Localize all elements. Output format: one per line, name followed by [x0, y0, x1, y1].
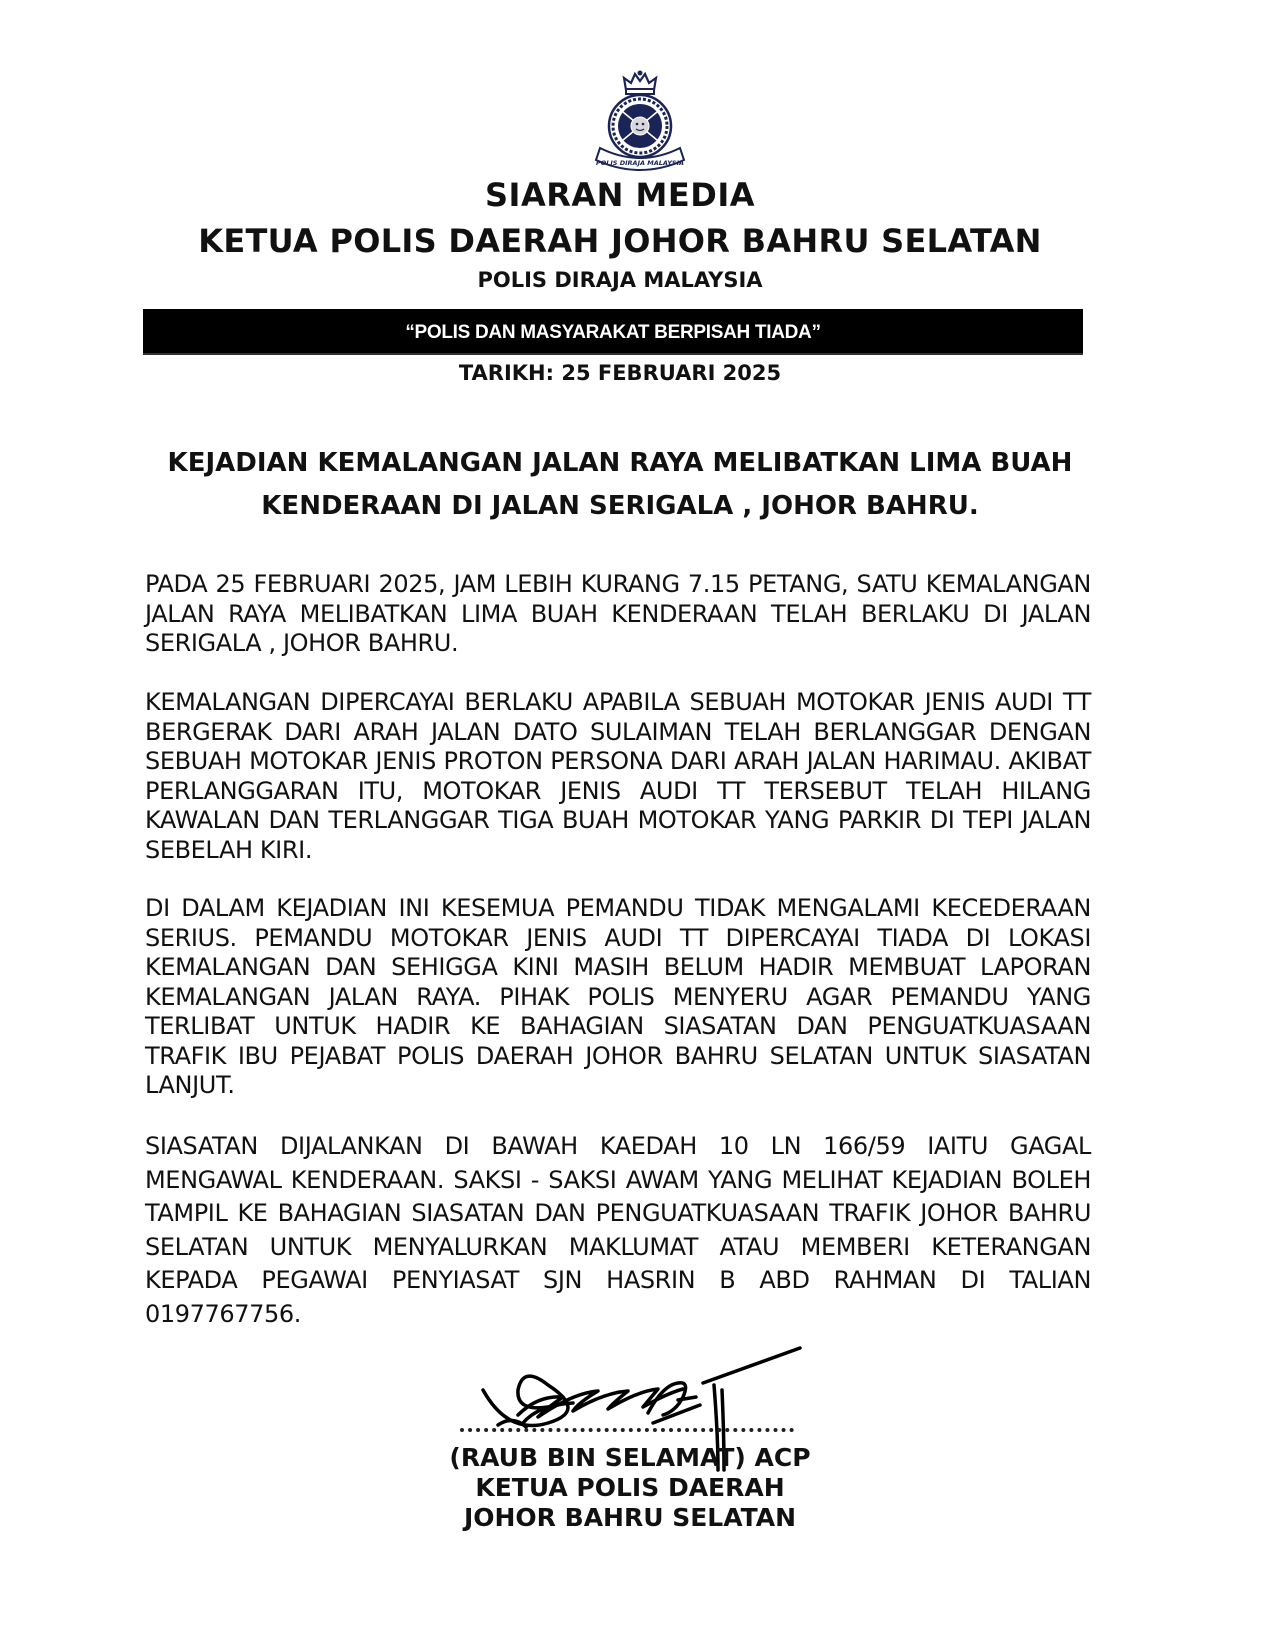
motto-text: “POLIS DAN MASYARAKAT BERPISAH TIADA”	[405, 322, 821, 343]
signature-dotted-line	[460, 1428, 794, 1432]
headline-line-1: KEJADIAN KEMALANGAN JALAN RAYA MELIBATKAN LIMA BUAH	[167, 448, 1073, 478]
signatory-title-line-1: KETUA POLIS DAERAH	[475, 1473, 785, 1502]
body-paragraph-4: SIASATAN DIJALANKAN DI BAWAH KAEDAH 10 LN 166/59 IAITU GAGAL MENGAWAL KENDERAAN. SAKSI - SAKSI AWAM YANG MELIHAT KEJADIAN BOLEH TAMPIL KE BAHAGIAN SIASATAN DAN PENGUATKUASAAN TRAFIK JOHOR BAHRU SELATAN UNTUK MENYALURKAN MAKLUMAT ATAU MEMBERI KETERANGAN KEPADA PEGAWAI PENYIASAT SJN HASRIN B ABD RAHMAN DI TALIAN 0197767756.	[145, 1132, 1091, 1328]
motto-bar	[143, 309, 1083, 355]
body-paragraph-2: KEMALANGAN DIPERCAYAI BERLAKU APABILA SEBUAH MOTOKAR JENIS AUDI TT BERGERAK DARI ARAH JALAN DATO SULAIMAN TELAH BERLANGGAR DENGAN SEBUAH MOTOKAR JENIS PROTON PERSONA DARI ARAH JALAN HARIMAU. AKIBAT PERLANGGARAN ITU, MOTOKAR JENIS AUDI TT TERSEBUT TELAH HILANG KAWALAN DAN TERLANGGAR TIGA BUAH MOTOKAR YANG PARKIR DI TEPI JALAN SEBELAH KIRI.	[145, 688, 1091, 864]
svg-text:POLIS DIRAJA MALAYSIA: POLIS DIRAJA MALAYSIA	[595, 159, 685, 167]
body-paragraph-1: PADA 25 FEBRUARI 2025, JAM LEBIH KURANG 7.15 PETANG, SATU KEMALANGAN JALAN RAYA MELIBATKAN LIMA BUAH KENDERAAN TELAH BERLAKU DI JALAN SERIGALA , JOHOR BAHRU.	[145, 570, 1091, 657]
signatory-name: (RAUB BIN SELAMAT) ACP	[449, 1443, 811, 1472]
signatory-title-line-2: JOHOR BAHRU SELATAN	[463, 1503, 797, 1532]
headline-line-2: KENDERAAN DI JALAN SERIGALA , JOHOR BAHRU.	[261, 491, 979, 521]
body-paragraph-3: DI DALAM KEJADIAN INI KESEMUA PEMANDU TIDAK MENGALAMI KECEDERAAN SERIUS. PEMANDU MOTOKAR JENIS AUDI TT DIPERCAYAI TIADA DI LOKASI KEMALANGAN DAN SEHIGGA KINI MASIH BELUM HADIR MEMBUAT LAPORAN KEMALANGAN JALAN RAYA. PIHAK POLIS MENYERU AGAR PEMANDU YANG TERLIBAT UNTUK HADIR KE BAHAGIAN SIASATAN DAN PENGUATKUASAAN TRAFIK IBU PEJABAT POLIS DAERAH JOHOR BAHRU SELATAN UNTUK SIASATAN LANJUT.	[145, 894, 1091, 1099]
office-name: KETUA POLIS DAERAH JOHOR BAHRU SELATAN	[198, 222, 1042, 260]
headline	[120, 442, 1120, 528]
release-date: TARIKH: 25 FEBRUARI 2025	[458, 361, 782, 385]
organization-name: POLIS DIRAJA MALAYSIA	[477, 268, 763, 292]
police-crest-logo-icon	[590, 68, 690, 176]
document-title: SIARAN MEDIA	[485, 176, 755, 214]
